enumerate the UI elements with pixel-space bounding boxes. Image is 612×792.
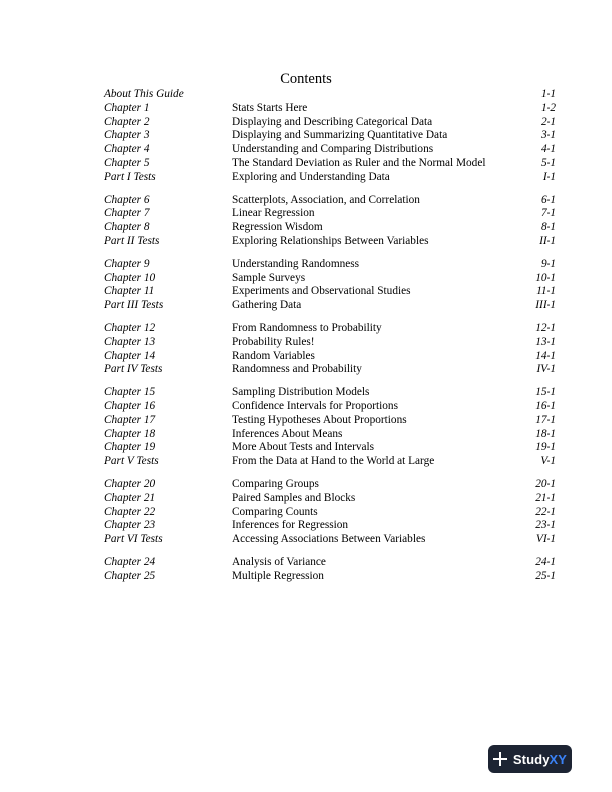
toc-chapter-title: Sampling Distribution Models: [232, 386, 370, 399]
toc-chapter-title: Randomness and Probability: [232, 363, 362, 376]
toc-group: [104, 194, 556, 249]
toc-chapter-title: Random Variables: [232, 349, 315, 362]
toc-chapter-title: Testing Hypotheses About Proportions: [232, 413, 407, 426]
toc-chapter-title: Exploring Relationships Between Variables: [232, 234, 429, 247]
toc-chapter-label: About This Guide: [104, 88, 184, 100]
toc-chapter-title: Understanding and Comparing Distributions: [232, 143, 434, 156]
toc-row[interactable]: [104, 299, 556, 313]
brand-word-xy: XY: [549, 751, 568, 767]
toc-page-number: 13-1: [535, 335, 556, 348]
toc-row[interactable]: [104, 285, 556, 299]
toc-page-number: 7-1: [540, 207, 556, 220]
toc-row[interactable]: [104, 235, 556, 249]
toc-page-number: 21-1: [535, 491, 556, 504]
toc-row[interactable]: [104, 336, 556, 350]
toc-chapter-label: Part I Tests: [104, 170, 156, 183]
toc-page-number: 1-2: [540, 101, 556, 114]
toc-chapter-title: Experiments and Observational Studies: [232, 285, 411, 298]
toc-chapter-label: Chapter 25: [104, 569, 156, 582]
toc-row[interactable]: [104, 478, 556, 492]
toc-page-number: 15-1: [535, 386, 556, 399]
toc-group: [104, 478, 556, 547]
toc-page-number: 4-1: [540, 143, 556, 156]
toc-page-number: 24-1: [535, 555, 556, 568]
toc-page-number: 11-1: [536, 285, 556, 298]
toc-row[interactable]: [104, 129, 556, 143]
toc-chapter-title: More About Tests and Intervals: [232, 441, 375, 454]
toc-chapter-label: Chapter 9: [104, 257, 150, 270]
toc-page-number: 16-1: [535, 399, 556, 412]
toc-chapter-label: Chapter 6: [104, 193, 150, 206]
toc-page-number: II-1: [539, 234, 556, 247]
toc-chapter-label: Chapter 13: [104, 335, 156, 348]
toc-page-number: I-1: [542, 170, 556, 183]
toc-chapter-title: Multiple Regression: [232, 569, 324, 582]
toc-page-number: 3-1: [540, 129, 556, 142]
toc-group: [104, 322, 556, 377]
toc-page-number: 9-1: [540, 257, 556, 270]
toc-chapter-title: Comparing Groups: [232, 477, 319, 490]
toc-chapter-title: Probability Rules!: [232, 335, 315, 348]
toc-chapter-title: Regression Wisdom: [232, 221, 323, 234]
toc-row[interactable]: [104, 386, 556, 400]
toc-chapter-title: Understanding Randomness: [232, 257, 360, 270]
toc-row[interactable]: [104, 258, 556, 272]
toc-chapter-title: Inferences for Regression: [232, 519, 349, 532]
toc-row[interactable]: [104, 171, 556, 185]
toc-page-number: VI-1: [535, 533, 556, 546]
toc-row[interactable]: [104, 519, 556, 533]
toc-chapter-label: Chapter 23: [104, 519, 156, 532]
toc-chapter-label: Chapter 15: [104, 386, 156, 399]
toc-page-number: 12-1: [535, 321, 556, 334]
toc-row[interactable]: [104, 207, 556, 221]
toc-row[interactable]: [104, 102, 556, 116]
toc-row[interactable]: [104, 533, 556, 547]
toc-chapter-title: Confidence Intervals for Proportions: [232, 399, 398, 412]
toc-page-number: 1-1: [540, 88, 556, 100]
toc-chapter-label: Chapter 5: [104, 156, 150, 169]
toc-page-number: 17-1: [535, 413, 556, 426]
toc-chapter-title: Displaying and Describing Categorical Data: [232, 115, 433, 128]
toc-group: [104, 88, 556, 185]
toc-chapter-label: Chapter 8: [104, 221, 150, 234]
toc-row[interactable]: [104, 350, 556, 364]
toc-row[interactable]: [104, 455, 556, 469]
toc-chapter-title: [232, 88, 496, 102]
toc-group: [104, 258, 556, 313]
toc-row[interactable]: [104, 157, 556, 171]
toc-page-number: 14-1: [535, 349, 556, 362]
toc-page-number: V-1: [540, 455, 556, 468]
toc-chapter-title: Sample Surveys: [232, 271, 306, 284]
page-title: Contents: [280, 71, 332, 87]
toc-chapter-title: Scatterplots, Association, and Correlation: [232, 193, 420, 206]
toc-row[interactable]: [104, 363, 556, 377]
toc-page-number: 2-1: [540, 115, 556, 128]
toc-chapter-label: Chapter 19: [104, 441, 156, 454]
toc-row[interactable]: [104, 116, 556, 130]
toc-chapter-label: Chapter 4: [104, 143, 150, 156]
toc-chapter-label: Chapter 24: [104, 555, 156, 568]
plus-icon: [493, 752, 507, 766]
toc-page-number: 6-1: [540, 193, 556, 206]
toc-page-number: 22-1: [535, 505, 556, 518]
brand-name: [513, 752, 567, 767]
toc-chapter-label: Part III Tests: [104, 299, 164, 312]
toc-chapter-label: Part II Tests: [104, 234, 160, 247]
toc-row[interactable]: [104, 506, 556, 520]
toc-row[interactable]: [104, 492, 556, 506]
toc-chapter-label: Chapter 3: [104, 129, 150, 142]
toc-page-number: 8-1: [540, 221, 556, 234]
toc-chapter-label: Chapter 21: [104, 491, 156, 504]
toc-page-number: 19-1: [535, 441, 556, 454]
toc-chapter-label: Chapter 10: [104, 271, 156, 284]
brand-word-study: Study: [512, 751, 550, 767]
table-of-contents: [104, 88, 556, 584]
toc-chapter-title: Displaying and Summarizing Quantitative Data: [232, 129, 448, 142]
toc-page-number: IV-1: [536, 363, 556, 376]
toc-page-number: 18-1: [535, 427, 556, 440]
toc-row[interactable]: [104, 414, 556, 428]
toc-chapter-title: Paired Samples and Blocks: [232, 491, 356, 504]
toc-chapter-label: Part V Tests: [104, 455, 159, 468]
toc-row[interactable]: [104, 441, 556, 455]
toc-chapter-label: Chapter 16: [104, 399, 156, 412]
studyxy-badge[interactable]: [488, 745, 572, 773]
toc-row[interactable]: [104, 194, 556, 208]
toc-chapter-title: From Randomness to Probability: [232, 321, 382, 334]
toc-chapter-title: Stats Starts Here: [232, 101, 308, 114]
toc-chapter-label: Chapter 22: [104, 505, 156, 518]
toc-chapter-label: Chapter 7: [104, 207, 150, 220]
toc-chapter-label: Chapter 12: [104, 321, 156, 334]
toc-chapter-label: Chapter 18: [104, 427, 156, 440]
toc-chapter-title: Gathering Data: [232, 299, 302, 312]
toc-chapter-title: Exploring and Understanding Data: [232, 170, 390, 183]
toc-chapter-title: Accessing Associations Between Variables: [232, 533, 426, 546]
toc-row[interactable]: [104, 88, 556, 102]
toc-page-number: 10-1: [535, 271, 556, 284]
toc-row[interactable]: [104, 221, 556, 235]
toc-row[interactable]: [104, 556, 556, 570]
toc-chapter-label: Chapter 11: [104, 285, 155, 298]
toc-chapter-title: Inferences About Means: [232, 427, 343, 440]
toc-group: [104, 556, 556, 584]
toc-chapter-label: Chapter 14: [104, 349, 156, 362]
toc-chapter-label: Chapter 1: [104, 101, 150, 114]
toc-chapter-title: Analysis of Variance: [232, 555, 326, 568]
toc-page-number: III-1: [535, 299, 556, 312]
toc-page-number: 20-1: [535, 477, 556, 490]
toc-page-number: 23-1: [535, 519, 556, 532]
toc-group: [104, 386, 556, 469]
toc-row[interactable]: [104, 272, 556, 286]
toc-row[interactable]: [104, 322, 556, 336]
toc-chapter-title: Linear Regression: [232, 207, 315, 220]
toc-chapter-title: The Standard Deviation as Ruler and the Normal Model: [232, 156, 486, 169]
toc-chapter-label: Part VI Tests: [104, 533, 163, 546]
toc-chapter-label: Chapter 17: [104, 413, 156, 426]
toc-page-number: 25-1: [535, 569, 556, 582]
toc-row[interactable]: [104, 400, 556, 414]
toc-chapter-label: Chapter 2: [104, 115, 150, 128]
toc-page-number: 5-1: [540, 156, 556, 169]
toc-chapter-label: Part IV Tests: [104, 363, 163, 376]
toc-chapter-title: From the Data at Hand to the World at Large: [232, 455, 435, 468]
toc-row[interactable]: [104, 428, 556, 442]
toc-row[interactable]: [104, 570, 556, 584]
toc-chapter-label: Chapter 20: [104, 477, 156, 490]
toc-row[interactable]: [104, 143, 556, 157]
toc-chapter-title: Comparing Counts: [232, 505, 318, 518]
